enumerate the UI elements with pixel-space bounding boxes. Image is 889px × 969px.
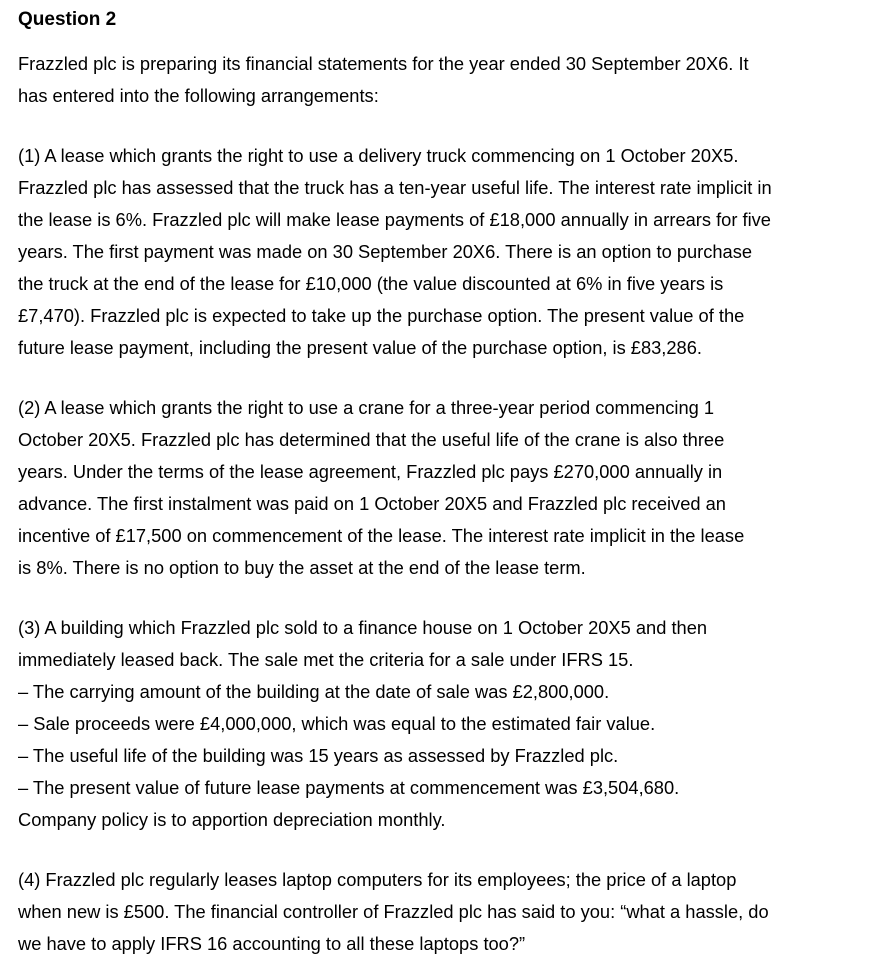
item-3-bullet-line: – Sale proceeds were £4,000,000, which was equal to the estimated fair value. [18,713,656,734]
paragraph-spacer [18,112,877,140]
item-2-line: incentive of £17,500 on commencement of the lease. The interest rate implicit in the lease [18,525,745,546]
paragraph-spacer [18,836,877,864]
item-1-line: years. The first payment was made on 30 September 20X6. There is an option to purchase [18,241,753,262]
intro-paragraph [18,48,877,112]
item-4-line: we have to apply IFRS 16 accounting to all these laptops too?” [18,933,526,954]
question-title: Question 2 [18,9,117,30]
item-1-line: the truck at the end of the lease for £10,000 (the value discounted at 6% in five years is [18,273,724,294]
item-3-bullet-line: – The useful life of the building was 15 years as assessed by Frazzled plc. [18,745,619,766]
item-3-line: (3) A building which Frazzled plc sold to a finance house on 1 October 20X5 and then [18,617,708,638]
item-3-bullet-line: – The present value of future lease payments at commencement was £3,504,680. [18,777,680,798]
item-1-line: (1) A lease which grants the right to use a delivery truck commencing on 1 October 20X5. [18,145,739,166]
item-3-paragraph [18,612,877,836]
item-2-line: advance. The first instalment was paid on 1 October 20X5 and Frazzled plc received an [18,493,726,514]
item-1-line: future lease payment, including the present value of the purchase option, is £83,286. [18,337,702,358]
paragraph-spacer [18,364,877,392]
item-3-line: Company policy is to apportion depreciation monthly. [18,809,446,830]
item-4-paragraph [18,864,877,960]
item-1-line: Frazzled plc has assessed that the truck has a ten-year useful life. The interest rate implicit in [18,177,772,198]
item-2-paragraph [18,392,877,584]
intro-line: has entered into the following arrangements: [18,85,379,106]
item-3-bullet-line: – The carrying amount of the building at the date of sale was £2,800,000. [18,681,610,702]
item-1-line: the lease is 6%. Frazzled plc will make lease payments of £18,000 annually in arrears for five [18,209,771,230]
item-2-line: is 8%. There is no option to buy the asset at the end of the lease term. [18,557,586,578]
item-1-line: £7,470). Frazzled plc is expected to take up the purchase option. The present value of the [18,305,745,326]
item-2-line: (2) A lease which grants the right to use a crane for a three-year period commencing 1 [18,397,715,418]
item-2-line: years. Under the terms of the lease agreement, Frazzled plc pays £270,000 annually in [18,461,723,482]
intro-line: Frazzled plc is preparing its financial statements for the year ended 30 September 20X6. It [18,53,749,74]
item-1-paragraph [18,140,877,364]
item-2-line: October 20X5. Frazzled plc has determined that the useful life of the crane is also three [18,429,725,450]
item-3-line: immediately leased back. The sale met the criteria for a sale under IFRS 15. [18,649,634,670]
paragraph-spacer [18,584,877,612]
item-4-line: (4) Frazzled plc regularly leases laptop computers for its employees; the price of a laptop [18,869,737,890]
item-4-line: when new is £500. The financial controller of Frazzled plc has said to you: “what a hassle, do [18,901,769,922]
